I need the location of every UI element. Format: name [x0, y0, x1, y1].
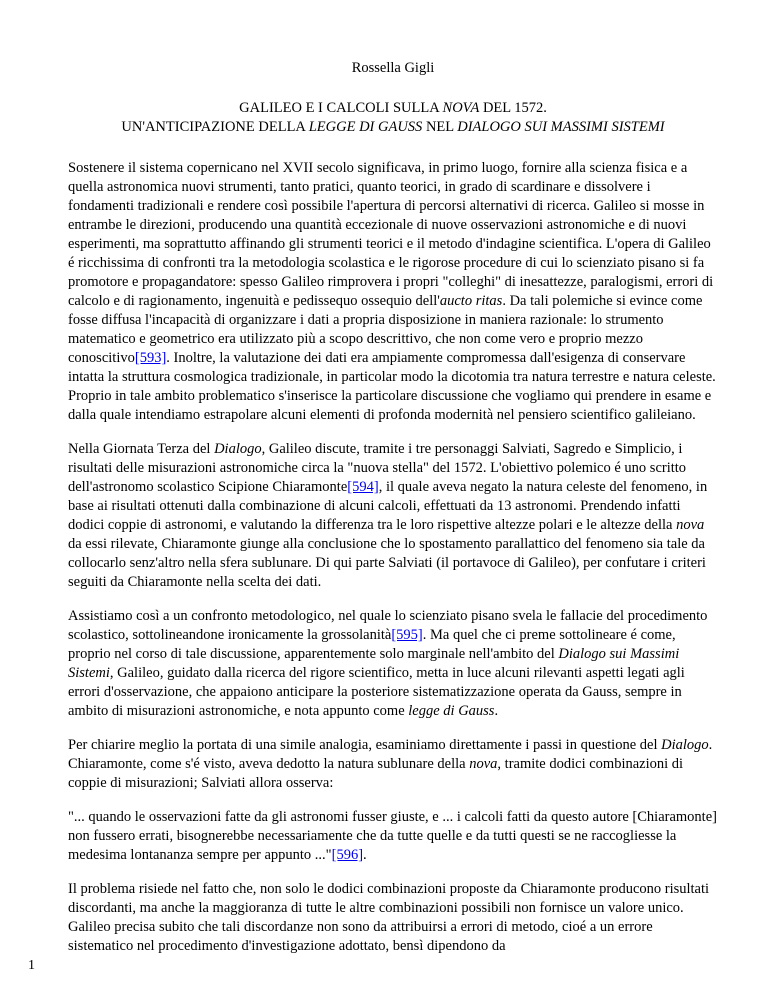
- document-title: [68, 99, 718, 137]
- paragraph-1: Sostenere il sistema copernicano nel XVII secolo significava, in primo luogo, fornire alla scienza fisica e a quella astronomica nuovi strumenti, tanto pratici, quanto teorici, in grado di scardinare e dissolvere i fondamenti tradizionali e rendere così possibile l'apertura di percorsi alternativi di ricerca. Galileo si mosse in entrambe le direzioni, producendo una quantità eccezionale di nuove osservazioni astronomiche e di nuovi esperimenti, ma soprattutto affinando gli strumenti teorici e il metodo d'indagine scientifica. L'opera di Galileo é ricchissima di confronti tra la metodologia scolastica e le rigorose procedure di cui lo scienziato pisano si fa promotore e propagandatore: spesso Galileo rimprovera i propri "colleghi" di inesattezze, paralogismi, errori di calcolo e di ragionamento, ingenuità e pedissequo ossequio dell'aucto ritas. Da tali polemiche si evince come fosse diffusa l'incapacità di organizzare i dati a propria disposizione in maniera razionale: lo strumento matematico e geometrico era utilizzato più a scopo descrittivo, che non come vero e proprio mezzo conoscitivo[593]. Inoltre, la valutazione dei dati era ampiamente compromessa dall'esigenza di conservare intatta la struttura cosmologica tradizionale, in particolar modo la dicotomia tra natura terrestre e natura celeste. Proprio in tale ambito problematico s'inserisce la particolare discussione che vogliamo qui prendere in esame e dalla quale intendiamo estrapolare alcuni elementi di profonda modernità nel pensiero scientifico galileiano.: [68, 160, 716, 423]
- document-page: [68, 60, 718, 971]
- paragraph-4: Per chiarire meglio la portata di una simile analogia, esaminiamo direttamente i passi in questione del Dialogo. Chiaramonte, come s'é visto, aveva dedotto la natura sublunare della nova, tramite dodici combinazioni di coppie di misurazioni; Salviati allora osserva:: [68, 737, 713, 791]
- author-name: Rossella Gigli: [351, 60, 435, 76]
- paragraph-3: Assistiamo così a un confronto metodologico, nel quale lo scienziato pisano svela le fallacie del procedimento scolastico, sottolineandone ironicamente la grossolanità[595]. Ma quel che ci preme sottolineare é come, proprio nel corso di tale discussione, apparentemente solo marginale nell'ambito del Dialogo sui Massimi Sistemi, Galileo, guidato dalla ricerca del rigore scientifico, metta in luce alcuni rilevanti aspetti legati agli errori d'osservazione, che appaiono anticipare la posteriore sistematizzazione operata da Gauss, sempre in ambito di misurazioni astronomiche, e nota appunto come legge di Gauss.: [68, 608, 708, 719]
- footnote-link-596[interactable]: [596]: [331, 847, 364, 863]
- footnote-link-594[interactable]: [594]: [347, 479, 379, 495]
- footnote-link-595[interactable]: [595]: [391, 627, 423, 643]
- footnote-link-593[interactable]: [593]: [134, 350, 167, 366]
- title-line1: GALILEO E I CALCOLI SULLA NOVA DEL 1572.: [239, 100, 547, 116]
- paragraph-5-quote: "... quando le osservazioni fatte da gli astronomi fusser giuste, e ... i calcoli fatti da questo autore [Chiaramonte] non fussero errati, bisognerebbe necessariamente che da tutte quelle e da tutti questi se ne raccogliesse la medesima lontananza sempre per appunto ..."[596].: [68, 809, 717, 863]
- paragraph-2: Nella Giornata Terza del Dialogo, Galileo discute, tramite i tre personaggi Salviati, Sagredo e Simplicio, i risultati delle misurazioni astronomiche circa la "nuova stella" del 1572. L'obiettivo polemico é uno scritto dell'astronomo scolastico Scipione Chiaramonte[594], il quale aveva negato la natura celeste del fenomeno, in base ai risultati ottenuti dalla combinazione di alcuni calcoli, effettuati da 13 astronomi. Prendendo infatti dodici coppie di astronomi, e valutando la differenza tra le loro rispettive altezze polari e le altezze della nova da essi rilevate, Chiaramonte giunge alla conclusione che lo spostamento parallattico del fenomeno sia tale da collocarlo senz'altro nella sfera sublunare. Di qui parte Salviati (il portavoce di Galileo), per confutare i criteri seguiti da Chiaramonte nella scelta dei dati.: [68, 441, 708, 590]
- paragraph-6: Il problema risiede nel fatto che, non solo le dodici combinazioni proposte da Chiaramonte producono risultati discordanti, ma anche la maggioranza di tutte le altre combinazioni possibili non fornisce un valore unico. Galileo precisa subito che tali discordanze non sono da attribuirsi a errori di metodo, cioé a un errore sistematico nel procedimento d'investigazione adottato, bensì dipendono da: [68, 881, 710, 954]
- page-number: 1: [28, 958, 35, 973]
- title-line2: UN'ANTICIPAZIONE DELLA LEGGE DI GAUSS NEL DIALOGO SUI MASSIMI SISTEMI: [121, 119, 665, 135]
